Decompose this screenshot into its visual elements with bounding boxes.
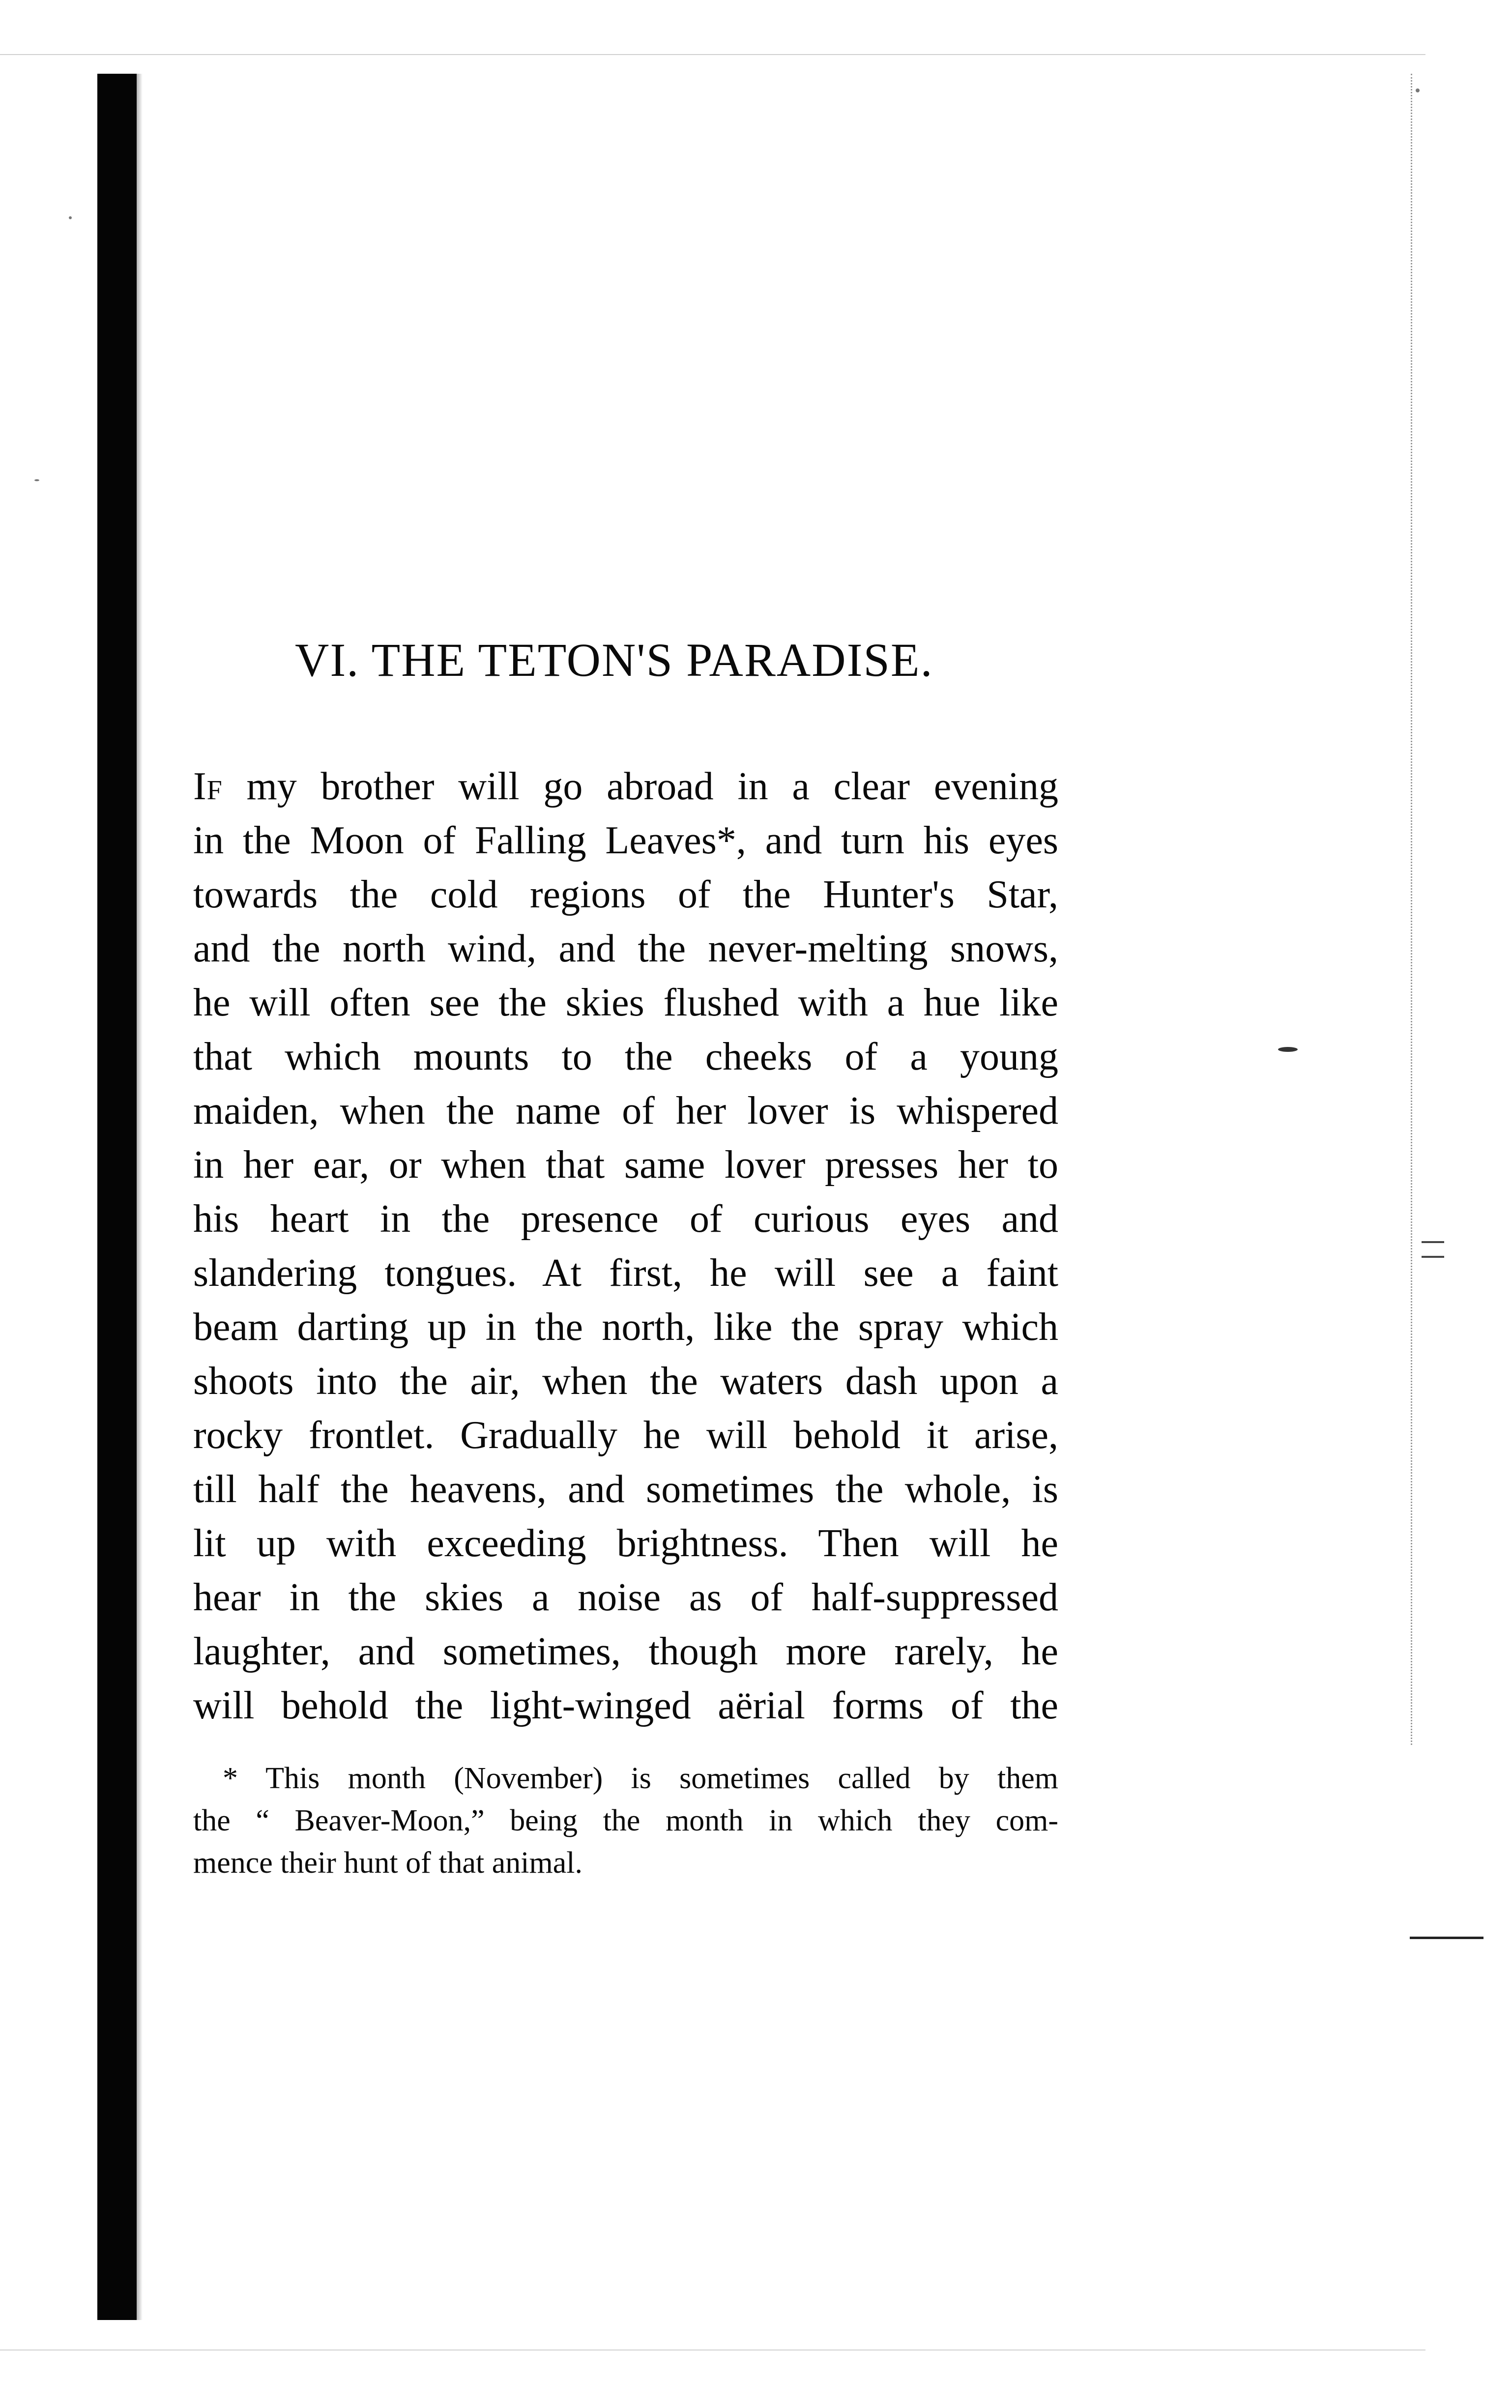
text-line: rocky frontlet. Gradually he will behold it arise, (193, 1414, 1058, 1457)
text-line-rest: my brother will go abroad in a clear evening (222, 765, 1058, 808)
text-line: in the Moon of Falling Leaves*, and turn his eyes (193, 819, 1058, 862)
text-line: will behold the light-winged aërial forms of the (193, 1684, 1058, 1727)
footnote-line: mence their hunt of that animal. (193, 1846, 582, 1880)
page-edge-marks (1411, 74, 1432, 1745)
text-line: beam darting up in the north, like the spray which (193, 1306, 1058, 1349)
initial-word: If (193, 765, 223, 808)
ink-speck (69, 216, 72, 219)
top-edge-line (0, 54, 1425, 55)
edge-rule-line (1410, 1937, 1483, 1939)
text-line: shoots into the air, when the waters dash upon a (193, 1360, 1058, 1403)
text-line: till half the heavens, and sometimes the whole, is (193, 1468, 1058, 1511)
ink-speck (1416, 88, 1420, 92)
text-line: towards the cold regions of the Hunter's Star, (193, 873, 1058, 916)
text-line: lit up with exceeding brightness. Then will he (193, 1522, 1058, 1565)
text-line: that which mounts to the cheeks of a young (193, 1035, 1058, 1078)
ink-speck (34, 479, 39, 481)
binding-shadow-bar (97, 74, 137, 2320)
text-line: slandering tongues. At first, he will see a faint (193, 1251, 1058, 1295)
text-line: in her ear, or when that same lover presses her to (193, 1143, 1058, 1187)
footnote-line: * This month (November) is sometimes called by them (223, 1762, 1058, 1795)
text-line: maiden, when the name of her lover is whispered (193, 1089, 1058, 1132)
edge-equals-mark (1422, 1241, 1444, 1258)
footnote-line: the “ Beaver-Moon,” being the month in which they com- (193, 1804, 1058, 1837)
footnote (193, 1757, 1058, 1884)
text-line: laughter, and sometimes, though more rarely, he (193, 1630, 1058, 1673)
text-line: he will often see the skies flushed with a hue like (193, 981, 1058, 1024)
ink-speck (1278, 1047, 1298, 1052)
text-line: and the north wind, and the never-melting snows, (193, 927, 1058, 970)
text-line: his heart in the presence of curious eyes and (193, 1197, 1058, 1241)
body-paragraph (193, 759, 1058, 1733)
chapter-title: VI. THE TETON'S PARADISE. (295, 634, 933, 686)
text-line (193, 759, 1058, 813)
binding-shadow-fade (136, 74, 143, 2320)
text-line: hear in the skies a noise as of half-suppressed (193, 1576, 1058, 1619)
